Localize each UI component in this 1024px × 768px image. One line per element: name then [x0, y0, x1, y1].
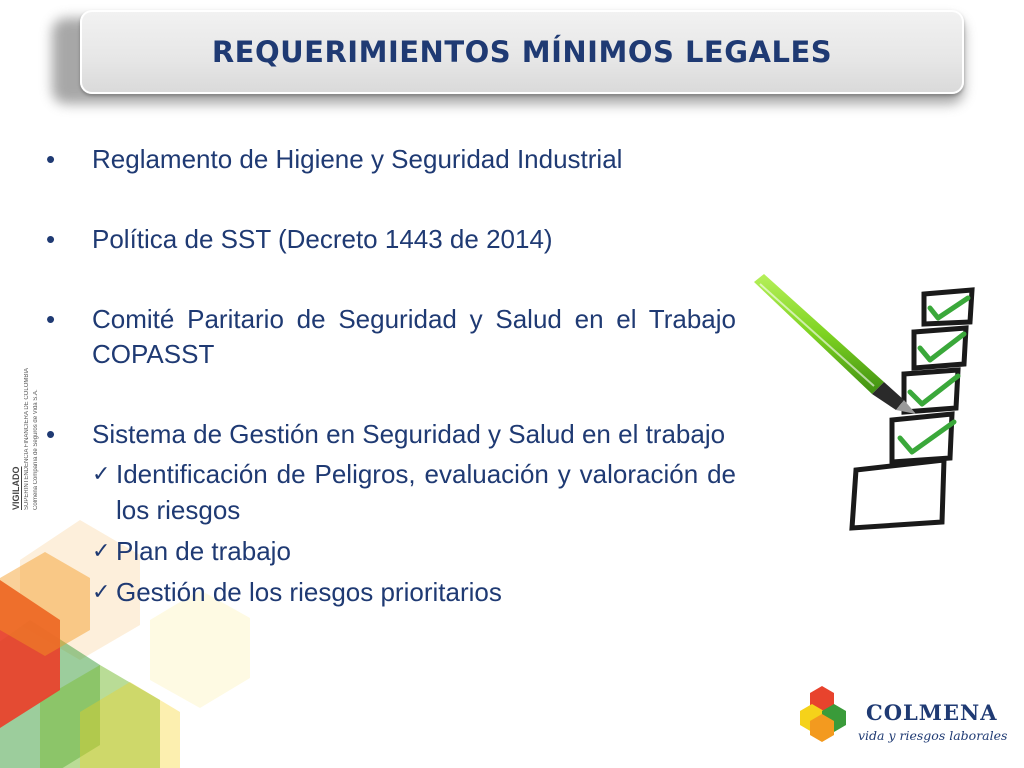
- sub-list-item-text: Plan de trabajo: [116, 536, 291, 566]
- list-item: [44, 302, 736, 372]
- list-item-text: Comité Paritario de Seguridad y Salud en el Trabajo COPASST: [92, 304, 736, 369]
- logo-name: COLMENA: [866, 700, 998, 725]
- sub-list: [92, 456, 736, 610]
- list-item-text: Reglamento de Higiene y Seguridad Industrial: [92, 144, 623, 174]
- bullet-icon: •: [46, 144, 56, 174]
- checkmark-icon: ✓: [92, 461, 111, 486]
- sub-list-item: [92, 574, 736, 610]
- list-item: [44, 142, 736, 177]
- list-item: [44, 417, 736, 615]
- bullet-icon: •: [46, 419, 56, 449]
- logo-tagline: vida y riesgos laborales: [858, 728, 1008, 743]
- list-item-body: [92, 417, 736, 615]
- bullet-icon: •: [46, 224, 56, 254]
- sub-list-item: [92, 456, 736, 528]
- bullet-icon: •: [46, 304, 56, 334]
- list-item: [44, 222, 736, 257]
- vigilado-stamp: VIGILADO: [11, 466, 21, 510]
- checklist-pen-illustration: [754, 272, 986, 534]
- list-item-text: Política de SST (Decreto 1443 de 2014): [92, 224, 553, 254]
- sub-list-item: [92, 533, 736, 569]
- slide-title: REQUERIMIENTOS MÍNIMOS LEGALES: [211, 35, 833, 69]
- checkmark-icon: ✓: [92, 538, 111, 563]
- list-item-text: Sistema de Gestión en Seguridad y Salud en el trabajo: [92, 419, 726, 449]
- company-legal-name: Colmena Compañía de Seguros de Vida S.A.: [33, 389, 39, 510]
- agency-text: SUPERINTENDENCIA FINANCIERA DE COLOMBIA: [24, 367, 30, 510]
- side-legal-text: [10, 220, 40, 510]
- checkmark-icon: ✓: [92, 579, 111, 604]
- requirements-list: [44, 142, 736, 615]
- sub-list-item-text: Gestión de los riesgos prioritarios: [116, 577, 502, 607]
- sub-list-item-text: Identificación de Peligros, evaluación y valoración de los riesgos: [116, 459, 736, 525]
